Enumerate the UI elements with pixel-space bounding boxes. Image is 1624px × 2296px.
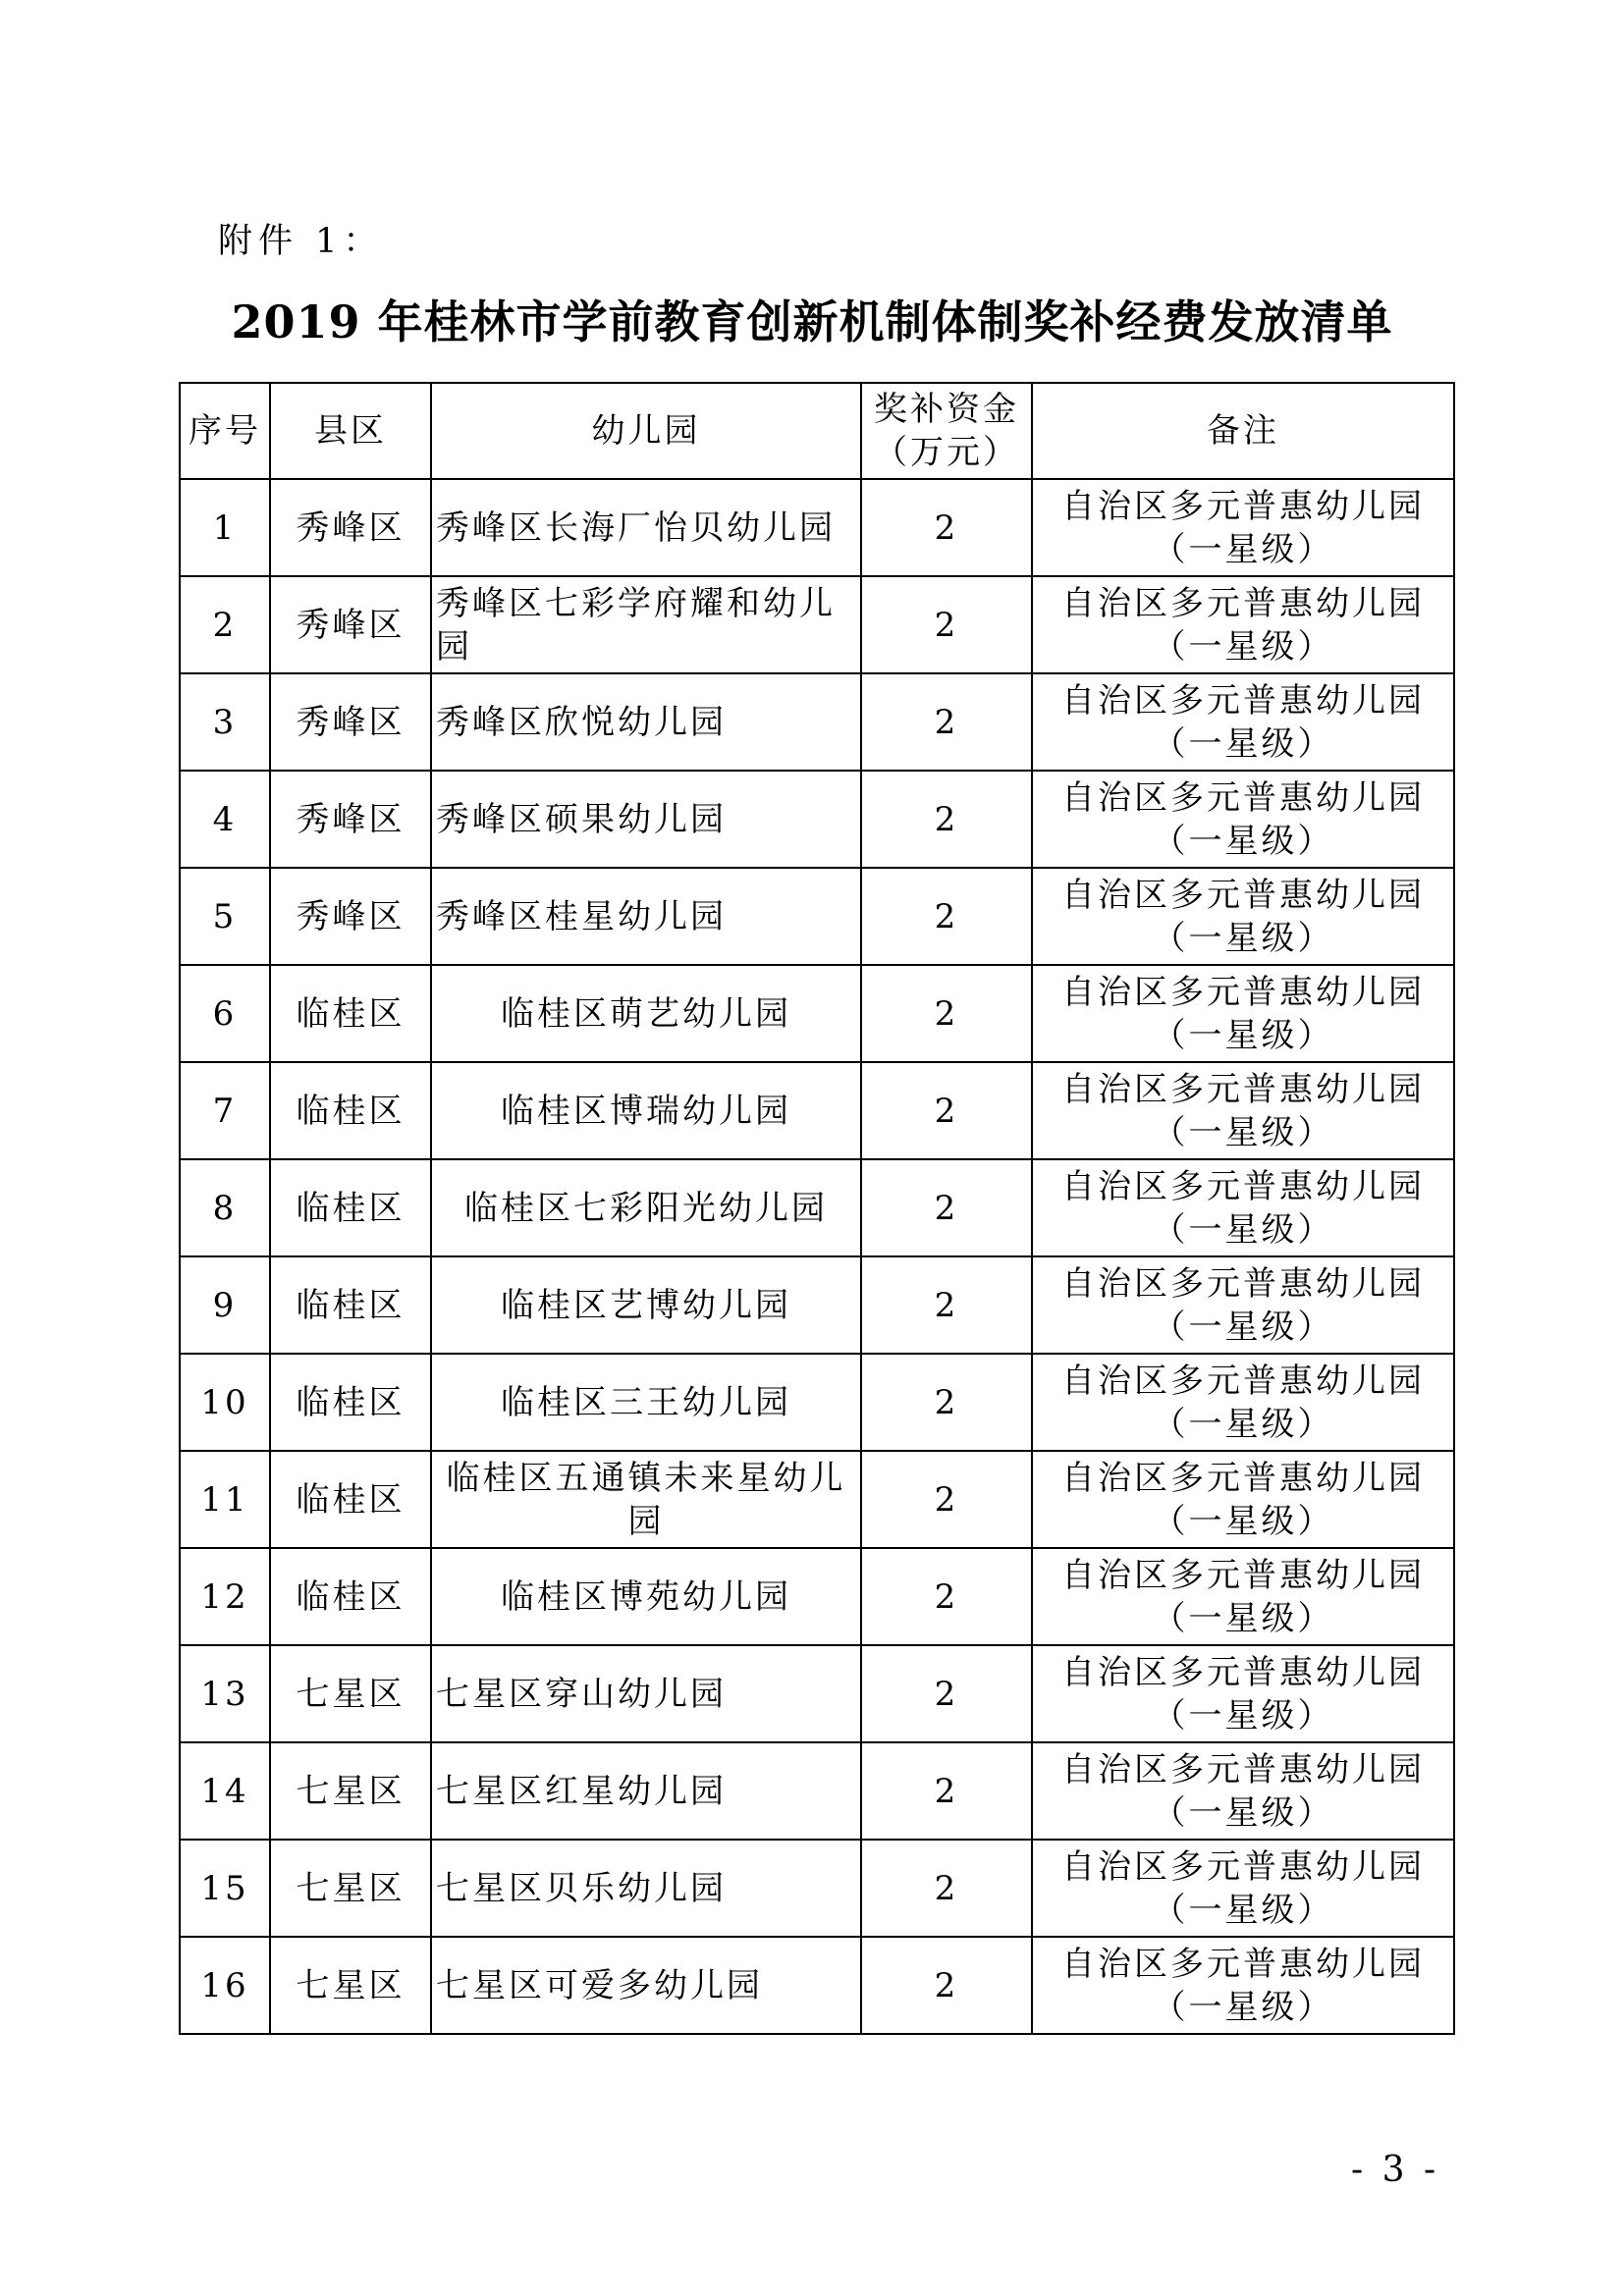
note-note-line2: （一星级） (1152, 1987, 1334, 2027)
cell-funds: 2 (861, 576, 1032, 673)
table-row (180, 771, 1454, 868)
cell-note (1032, 965, 1454, 1062)
document-title: 2019 年桂林市学前教育创新机制体制奖补经费发放清单 (231, 295, 1393, 348)
cell-kindergarten: 秀峰区桂星幼儿园 (431, 868, 861, 965)
cell-no: 6 (180, 965, 270, 1062)
cell-kindergarten: 临桂区萌艺幼儿园 (431, 965, 861, 1062)
cell-kindergarten: 临桂区博瑞幼儿园 (431, 1062, 861, 1159)
cell-district: 秀峰区 (270, 479, 431, 576)
cell-funds: 2 (861, 771, 1032, 868)
header-note: 备注 (1032, 383, 1454, 479)
cell-district: 临桂区 (270, 1354, 431, 1451)
note-note-line2: （一星级） (1152, 1598, 1334, 1638)
table-body (180, 479, 1454, 2034)
cell-no: 1 (180, 479, 270, 576)
note-note-line1: 自治区多元普惠幼儿园 (1061, 680, 1425, 721)
cell-no: 7 (180, 1062, 270, 1159)
cell-district: 七星区 (270, 1840, 431, 1937)
table-row (180, 479, 1454, 576)
header-funds (861, 383, 1032, 479)
cell-district: 秀峰区 (270, 673, 431, 771)
table-row (180, 1548, 1454, 1645)
cell-no: 14 (180, 1742, 270, 1840)
note-note-line2: （一星级） (1152, 1404, 1334, 1444)
table-row (180, 1937, 1454, 2034)
cell-district: 秀峰区 (270, 576, 431, 673)
cell-no: 15 (180, 1840, 270, 1937)
note-note-line1: 自治区多元普惠幼儿园 (1061, 1166, 1425, 1206)
table-row (180, 1062, 1454, 1159)
cell-note (1032, 1354, 1454, 1451)
table-row (180, 1159, 1454, 1256)
cell-kindergarten: 七星区穿山幼儿园 (431, 1645, 861, 1742)
cell-funds: 2 (861, 1937, 1032, 2034)
note-note-line1: 自治区多元普惠幼儿园 (1061, 486, 1425, 526)
cell-no: 12 (180, 1548, 270, 1645)
cell-note (1032, 1451, 1454, 1548)
note-note-line1: 自治区多元普惠幼儿园 (1061, 1846, 1425, 1887)
note-note-line1: 自治区多元普惠幼儿园 (1061, 1069, 1425, 1109)
cell-kindergarten: 秀峰区欣悦幼儿园 (431, 673, 861, 771)
cell-funds: 2 (861, 1742, 1032, 1840)
cell-funds: 2 (861, 479, 1032, 576)
cell-kindergarten: 临桂区三王幼儿园 (431, 1354, 861, 1451)
header-funds-line1: 奖补资金 (874, 390, 1019, 429)
note-note-line2: （一星级） (1152, 1501, 1334, 1541)
note-note-line1: 自治区多元普惠幼儿园 (1061, 583, 1425, 623)
cell-no: 9 (180, 1256, 270, 1354)
table-row (180, 673, 1454, 771)
cell-district: 临桂区 (270, 1548, 431, 1645)
cell-district: 临桂区 (270, 1159, 431, 1256)
table-row (180, 1256, 1454, 1354)
cell-no: 2 (180, 576, 270, 673)
note-note-line1: 自治区多元普惠幼儿园 (1061, 1361, 1425, 1401)
cell-funds: 2 (861, 1256, 1032, 1354)
header-kindergarten: 幼儿园 (431, 383, 861, 479)
cell-note (1032, 479, 1454, 576)
cell-note (1032, 868, 1454, 965)
cell-kindergarten: 临桂区艺博幼儿园 (431, 1256, 861, 1354)
cell-kindergarten: 临桂区七彩阳光幼儿园 (431, 1159, 861, 1256)
note-note-line2: （一星级） (1152, 1015, 1334, 1055)
cell-note (1032, 1645, 1454, 1742)
cell-funds: 2 (861, 868, 1032, 965)
header-no: 序号 (180, 383, 270, 479)
cell-funds: 2 (861, 965, 1032, 1062)
cell-funds: 2 (861, 1548, 1032, 1645)
cell-no: 11 (180, 1451, 270, 1548)
note-note-line1: 自治区多元普惠幼儿园 (1061, 972, 1425, 1012)
note-note-line2: （一星级） (1152, 1307, 1334, 1347)
cell-note (1032, 1937, 1454, 2034)
note-note-line1: 自治区多元普惠幼儿园 (1061, 875, 1425, 915)
funding-table (179, 382, 1455, 2035)
note-note-line1: 自治区多元普惠幼儿园 (1061, 1749, 1425, 1789)
cell-no: 8 (180, 1159, 270, 1256)
table-row (180, 1451, 1454, 1548)
cell-funds: 2 (861, 673, 1032, 771)
note-note-line1: 自治区多元普惠幼儿园 (1061, 1555, 1425, 1595)
cell-kindergarten: 临桂区博苑幼儿园 (431, 1548, 861, 1645)
header-funds-line2: （万元） (874, 433, 1019, 472)
cell-funds: 2 (861, 1062, 1032, 1159)
cell-no: 4 (180, 771, 270, 868)
page-number: - 3 - (1351, 2150, 1440, 2190)
table-row (180, 965, 1454, 1062)
cell-kindergarten: 七星区贝乐幼儿园 (431, 1840, 861, 1937)
cell-no: 3 (180, 673, 270, 771)
cell-district: 秀峰区 (270, 868, 431, 965)
note-note-line1: 自治区多元普惠幼儿园 (1061, 777, 1425, 818)
note-note-line2: （一星级） (1152, 529, 1334, 569)
table-row (180, 1645, 1454, 1742)
cell-kindergarten: 秀峰区七彩学府耀和幼儿园 (431, 576, 861, 673)
cell-kindergarten: 秀峰区长海厂怡贝幼儿园 (431, 479, 861, 576)
cell-funds: 2 (861, 1159, 1032, 1256)
cell-note (1032, 1840, 1454, 1937)
note-note-line2: （一星级） (1152, 821, 1334, 861)
cell-district: 七星区 (270, 1645, 431, 1742)
cell-district: 临桂区 (270, 1256, 431, 1354)
table-row (180, 576, 1454, 673)
cell-note (1032, 1062, 1454, 1159)
header-district: 县区 (270, 383, 431, 479)
note-note-line1: 自治区多元普惠幼儿园 (1061, 1652, 1425, 1692)
cell-district: 七星区 (270, 1937, 431, 2034)
cell-note (1032, 1548, 1454, 1645)
cell-note (1032, 673, 1454, 771)
cell-district: 临桂区 (270, 965, 431, 1062)
attachment-label: 附件 1： (218, 222, 384, 261)
note-note-line2: （一星级） (1152, 723, 1334, 764)
cell-no: 16 (180, 1937, 270, 2034)
cell-funds: 2 (861, 1451, 1032, 1548)
cell-no: 5 (180, 868, 270, 965)
note-note-line1: 自治区多元普惠幼儿园 (1061, 1458, 1425, 1498)
cell-district: 临桂区 (270, 1062, 431, 1159)
cell-district: 临桂区 (270, 1451, 431, 1548)
note-note-line2: （一星级） (1152, 918, 1334, 958)
cell-funds: 2 (861, 1840, 1032, 1937)
note-note-line1: 自治区多元普惠幼儿园 (1061, 1263, 1425, 1304)
cell-kindergarten: 七星区可爱多幼儿园 (431, 1937, 861, 2034)
note-note-line1: 自治区多元普惠幼儿园 (1061, 1944, 1425, 1984)
cell-note (1032, 771, 1454, 868)
cell-no: 10 (180, 1354, 270, 1451)
note-note-line2: （一星级） (1152, 1112, 1334, 1152)
cell-note (1032, 1256, 1454, 1354)
cell-kindergarten: 秀峰区硕果幼儿园 (431, 771, 861, 868)
table-row (180, 1354, 1454, 1451)
cell-funds: 2 (861, 1645, 1032, 1742)
table-row (180, 1742, 1454, 1840)
cell-kindergarten: 七星区红星幼儿园 (431, 1742, 861, 1840)
note-note-line2: （一星级） (1152, 1792, 1334, 1833)
note-note-line2: （一星级） (1152, 1890, 1334, 1930)
cell-funds: 2 (861, 1354, 1032, 1451)
cell-note (1032, 1159, 1454, 1256)
table-header-row (180, 383, 1454, 479)
table-row (180, 1840, 1454, 1937)
cell-note (1032, 1742, 1454, 1840)
cell-district: 七星区 (270, 1742, 431, 1840)
table-row (180, 868, 1454, 965)
note-note-line2: （一星级） (1152, 626, 1334, 667)
cell-note (1032, 576, 1454, 673)
cell-kindergarten: 临桂区五通镇未来星幼儿园 (431, 1451, 861, 1548)
note-note-line2: （一星级） (1152, 1209, 1334, 1250)
note-note-line2: （一星级） (1152, 1695, 1334, 1735)
cell-district: 秀峰区 (270, 771, 431, 868)
cell-no: 13 (180, 1645, 270, 1742)
